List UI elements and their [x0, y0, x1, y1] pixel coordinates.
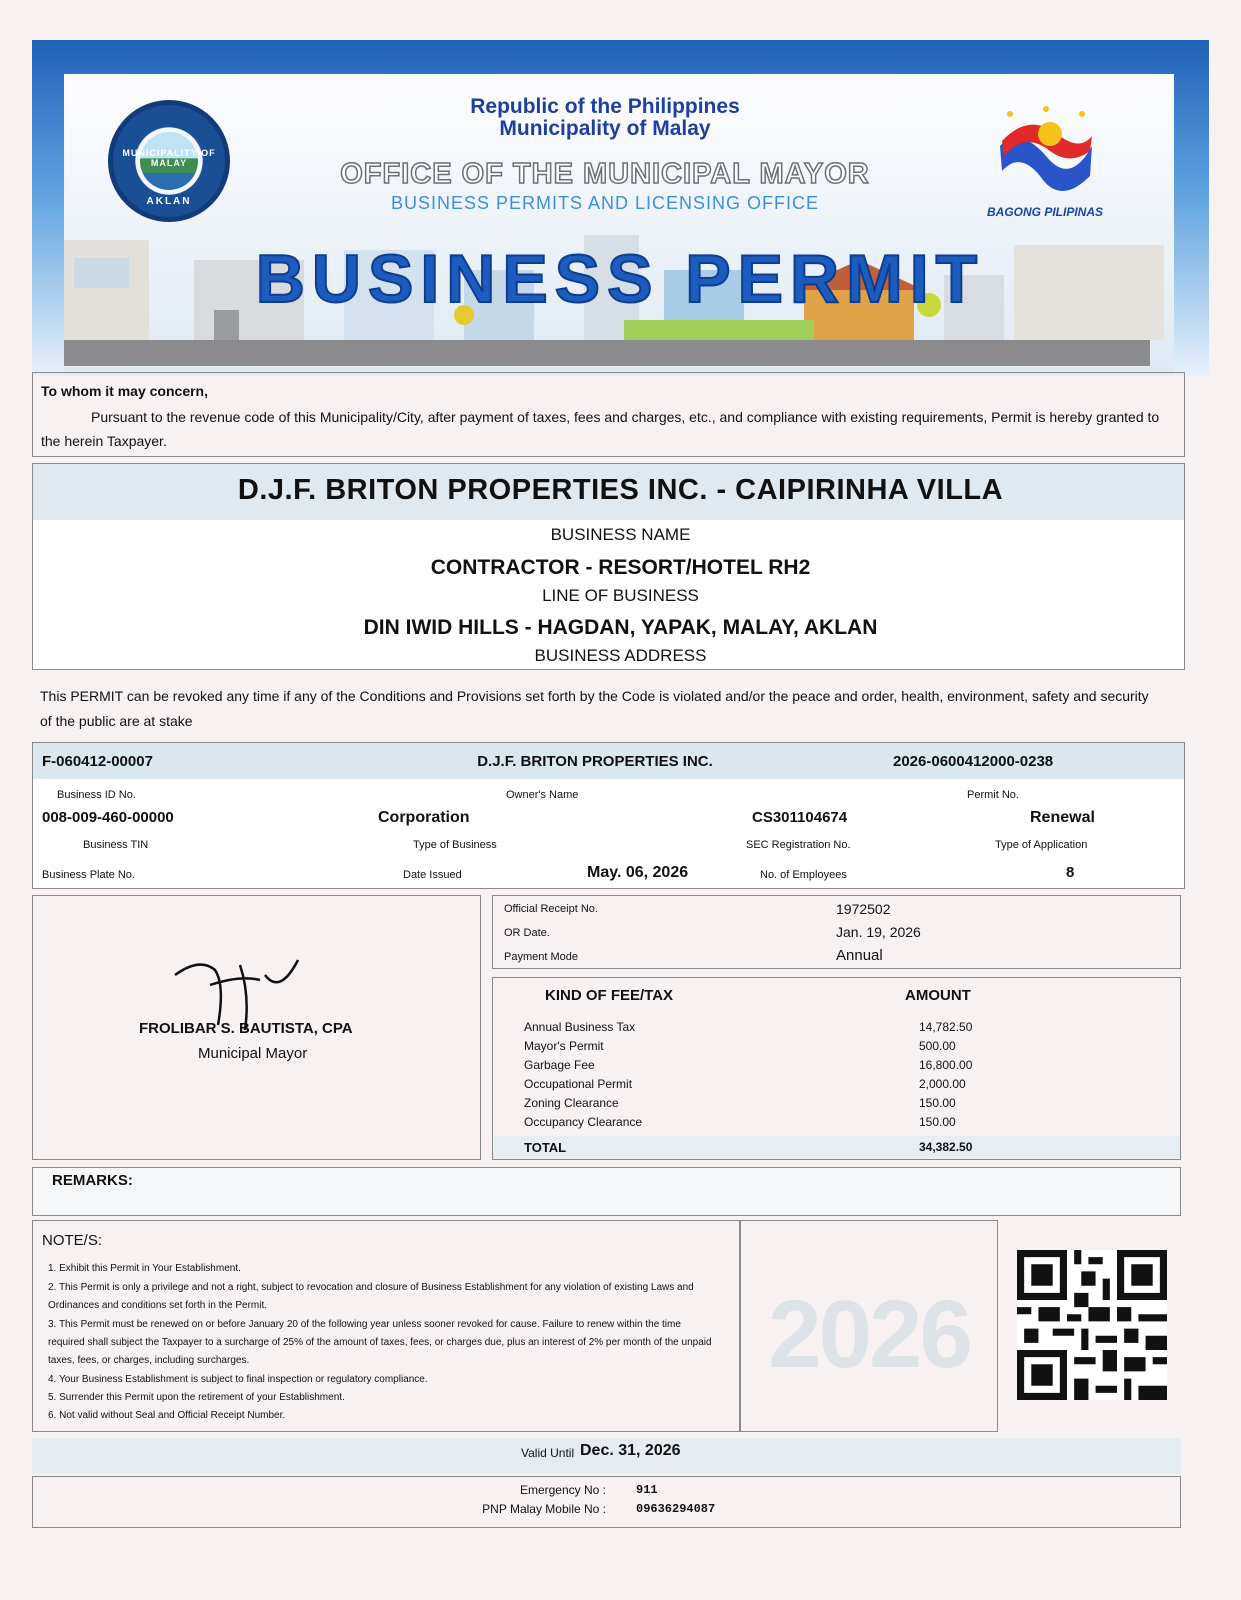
pnp-mobile-label: PNP Malay Mobile No :	[482, 1502, 606, 1516]
remarks-label: REMARKS:	[52, 1172, 133, 1189]
emergency-section	[32, 1476, 1181, 1528]
permit-title: BUSINESS PERMIT	[255, 241, 985, 317]
business-type: Corporation	[378, 809, 470, 826]
fee-amount: 16,800.00	[919, 1058, 973, 1072]
application-type-label: Type of Application	[995, 839, 1088, 851]
fee-amount: 150.00	[919, 1115, 956, 1129]
business-id: F-060412-00007	[42, 753, 153, 770]
republic-line: Republic of the Philippines	[470, 95, 740, 118]
fee-amount: 500.00	[919, 1039, 956, 1053]
fee-kind: Occupational Permit	[524, 1077, 633, 1091]
fees-amount-list	[919, 1018, 972, 1132]
salutation: To whom it may concern,	[41, 383, 208, 399]
date-issued: May. 06, 2026	[587, 864, 689, 881]
fee-kind: Occupancy Clearance	[524, 1115, 643, 1129]
note-item: 6. Not valid without Seal and Official Receipt Number.	[48, 1410, 286, 1421]
application-type: Renewal	[1030, 809, 1095, 826]
seal-bottom-text: AKLAN	[146, 196, 192, 207]
payment-mode: Annual	[836, 947, 883, 964]
employees-count: 8	[1066, 864, 1075, 881]
payment-mode-label: Payment Mode	[504, 951, 578, 963]
or-date-label: OR Date.	[504, 927, 550, 939]
emergency-label: Emergency No :	[519, 1483, 606, 1497]
line-of-business: CONTRACTOR - RESORT/HOTEL RH2	[430, 556, 811, 579]
fee-amount: 14,782.50	[919, 1020, 973, 1034]
employees-label: No. of Employees	[760, 869, 847, 881]
fee-kind: Zoning Clearance	[524, 1096, 619, 1110]
fee-amount: 2,000.00	[919, 1077, 966, 1091]
office-title: OFFICE OF THE MUNICIPAL MAYOR	[340, 158, 870, 190]
intro-body: Pursuant to the revenue code of this Municipality/City, after payment of taxes, fees and charges, etc., and compliance with existing requirements, Permit is hereby granted to the herein Taxpayer.	[41, 409, 1160, 449]
note-item: 5. Surrender this Permit upon the retirement of your Establishment.	[48, 1392, 345, 1403]
fee-amount: 150.00	[919, 1096, 956, 1110]
fee-kind: Mayor's Permit	[524, 1039, 604, 1053]
bagong-pilipinas-text: BAGONG PILIPINAS	[986, 205, 1103, 219]
road-strip	[64, 340, 1150, 366]
sec-number-label: SEC Registration No.	[746, 839, 851, 851]
owner-name-label: Owner's Name	[506, 789, 579, 801]
qr-code-icon	[1017, 1250, 1167, 1400]
owner-name: D.J.F. BRITON PROPERTIES INC.	[477, 753, 713, 770]
line-of-business-label: LINE OF BUSINESS	[542, 586, 699, 605]
plate-number-label: Business Plate No.	[42, 869, 135, 881]
fees-kind-list	[524, 1018, 642, 1132]
permit-number-label: Permit No.	[967, 789, 1019, 801]
intro-section	[32, 372, 1185, 457]
sec-number: CS301104674	[752, 809, 848, 826]
fees-total-band	[493, 1136, 1180, 1158]
note-item: 4. Your Business Establishment is subject to final inspection or regulatory compliance.	[48, 1374, 428, 1385]
business-name-label: BUSINESS NAME	[550, 525, 691, 544]
valid-until-date: Dec. 31, 2026	[580, 1442, 681, 1459]
fee-kind: Annual Business Tax	[524, 1020, 636, 1034]
valid-until-label: Valid Until	[521, 1446, 575, 1460]
date-issued-label: Date Issued	[403, 869, 462, 881]
note-item: 3. This Permit must be renewed on or before January 20 of the following year unless sooner revoked for cause. Failure to renew within the time required shall subject the Taxpayer to a surcharge of 25% of the amount of taxes, fees, or charges due, plus an interest of 2% per month of the unpaid taxes, fees, or charges, including surcharges.	[48, 1319, 712, 1366]
header-republic	[400, 96, 810, 140]
signatory-name: FROLIBAR S. BAUTISTA, CPA	[139, 1020, 353, 1037]
note-item: 1. Exhibit this Permit in Your Establishment.	[48, 1263, 241, 1274]
year-watermark: 2026	[768, 1281, 970, 1388]
note-item: 2. This Permit is only a privilege and not a right, subject to revocation and closure of Business Establishment for any violation of existing Laws and Ordinances and conditions set forth in the Permit.	[48, 1282, 694, 1311]
bagong-pilipinas-logo	[990, 106, 1102, 198]
permit-number: 2026-0600412000-0238	[893, 753, 1054, 770]
business-id-label: Business ID No.	[57, 789, 136, 801]
business-address: DIN IWID HILLS - HAGDAN, YAPAK, MALAY, AKLAN	[363, 616, 878, 639]
bplo-title: BUSINESS PERMITS AND LICENSING OFFICE	[390, 193, 820, 213]
fees-header-kind: KIND OF FEE/TAX	[545, 987, 674, 1004]
revocation-notice: This PERMIT can be revoked any time if any of the Conditions and Provisions set forth by the Code is violated and/or the peace and order, health, environment, safety and security of the public are at stake	[40, 688, 1149, 729]
signatory-title: Municipal Mayor	[198, 1045, 308, 1062]
business-tin: 008-009-460-00000	[42, 809, 174, 826]
remarks-section	[32, 1167, 1181, 1216]
business-tin-label: Business TIN	[83, 839, 149, 851]
emergency-number: 911	[636, 1483, 658, 1497]
business-address-label: BUSINESS ADDRESS	[534, 646, 707, 665]
municipality-line: Municipality of Malay	[499, 117, 711, 140]
fees-header-amount: AMOUNT	[905, 987, 971, 1004]
or-number: 1972502	[836, 901, 891, 917]
notes-title: NOTE/S:	[42, 1232, 103, 1249]
fees-total-label: TOTAL	[524, 1140, 567, 1155]
or-date: Jan. 19, 2026	[836, 924, 921, 940]
or-number-label: Official Receipt No.	[504, 903, 598, 915]
pnp-mobile-number: 09636294087	[636, 1502, 716, 1516]
business-type-label: Type of Business	[413, 839, 497, 851]
fee-kind: Garbage Fee	[524, 1058, 595, 1072]
business-name: D.J.F. BRITON PROPERTIES INC. - CAIPIRINHA VILLA	[237, 474, 1004, 506]
seal-top-text: MUNICIPALITY OF MALAY	[122, 148, 216, 168]
fees-total-value: 34,382.50	[919, 1140, 973, 1154]
